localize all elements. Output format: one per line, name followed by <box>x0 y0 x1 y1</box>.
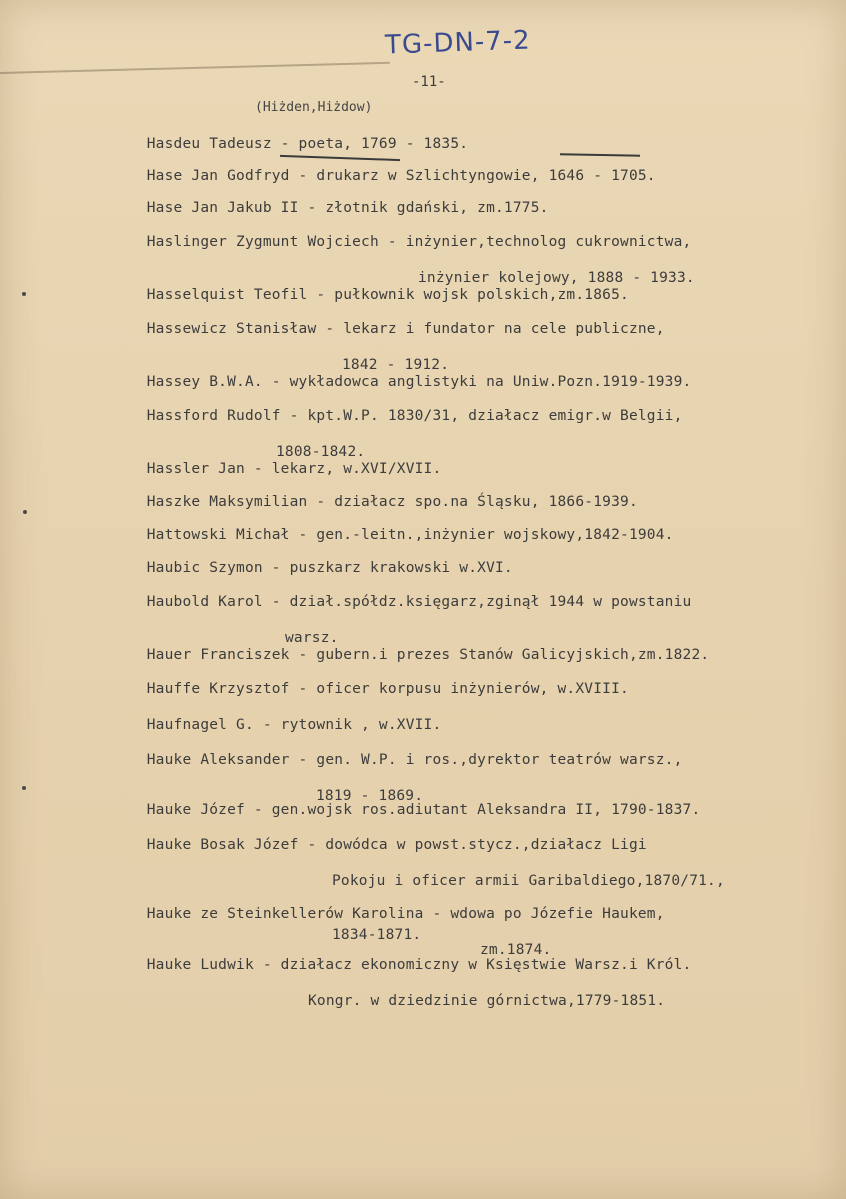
entry-line: Haszke Maksymilian - działacz spo.na Śląsku, 1866-1939. <box>146 494 638 510</box>
entry-line-continued: zm.1874. <box>480 942 552 958</box>
page-fold-line <box>0 62 390 74</box>
entry-hauke-ludwik <box>111 938 691 1046</box>
paper-speck <box>22 786 26 790</box>
entry-line-continued: 1842 - 1912. <box>342 357 450 373</box>
entry-line: Hassey B.W.A. - wykładowca anglistyki na Uniw.Pozn.1919-1939. <box>146 374 692 390</box>
entry-line-continued: warsz. <box>285 630 339 646</box>
entry-line: Hauke Józef - gen.wojsk ros.adiutant Aleksandra II, 1790-1837. <box>146 802 701 818</box>
entry-line-continued: Kongr. w dziedzinie górnictwa,1779-1851. <box>308 993 666 1009</box>
entry-line: Hasselquist Teofil - pułkownik wojsk polskich,zm.1865. <box>146 287 629 303</box>
entry-line: Haubold Karol - dział.spółdz.księgarz,zginął 1944 w powstaniu <box>146 594 692 610</box>
paper-speck <box>23 510 27 514</box>
archive-code: TG-DN-7-2 <box>384 25 532 61</box>
entry-line-continued: Pokoju i oficer armii Garibaldiego,1870/71., <box>332 873 725 889</box>
entry-line: Hassler Jan - lekarz, w.XVI/XVII. <box>146 461 442 477</box>
entry-line: Haubic Szymon - puszkarz krakowski w.XVI. <box>146 560 513 576</box>
paper-speck <box>22 292 26 296</box>
entry-line-continued: 1819 - 1869. <box>316 788 424 804</box>
entry-line: Hasdeu Tadeusz - poeta, 1769 - 1835. <box>146 136 469 152</box>
entry-line-continued: inżynier kolejowy, 1888 - 1933. <box>418 270 695 286</box>
handwritten-note: (Hiżden,Hiżdow) <box>255 100 373 115</box>
entry-line: Hase Jan Jakub II - złotnik gdański, zm.1775. <box>146 200 549 216</box>
entry-line: Hassford Rudolf - kpt.W.P. 1830/31, działacz emigr.w Belgii, <box>146 408 683 424</box>
entry-line-continued: 1808-1842. <box>276 444 366 460</box>
entry-line: Hattowski Michał - gen.-leitn.,inżynier wojskowy,1842-1904. <box>146 527 674 543</box>
entry-line: Hauke ze Steinkellerów Karolina - wdowa po Józefie Haukem, <box>146 906 665 922</box>
entry-line: Hauke Aleksander - gen. W.P. i ros.,dyrektor teatrów warsz., <box>146 752 683 768</box>
entry-line: Hauke Bosak Józef - dowódca w powst.stycz.,działacz Ligi <box>146 837 647 853</box>
entry-line: Hassewicz Stanisław - lekarz i fundator na cele publiczne, <box>146 321 665 337</box>
entry-line: Hauke Ludwik - działacz ekonomiczny w Księstwie Warsz.i Król. <box>146 957 692 973</box>
entry-line: Hase Jan Godfryd - drukarz w Szlichtyngowie, 1646 - 1705. <box>146 168 656 184</box>
entry-line: Hauffe Krzysztof - oficer korpusu inżynierów, w.XVIII. <box>146 681 629 697</box>
page-number: -11- <box>412 74 446 90</box>
entry-line: Haslinger Zygmunt Wojciech - inżynier,technolog cukrownictwa, <box>146 234 692 250</box>
entry-line-continued: 1834-1871. <box>332 927 422 943</box>
entry-line: Haufnagel G. - rytownik , w.XVII. <box>146 717 442 733</box>
entry-line: Hauer Franciszek - gubern.i prezes Stanów Galicyjskich,zm.1822. <box>146 647 710 663</box>
